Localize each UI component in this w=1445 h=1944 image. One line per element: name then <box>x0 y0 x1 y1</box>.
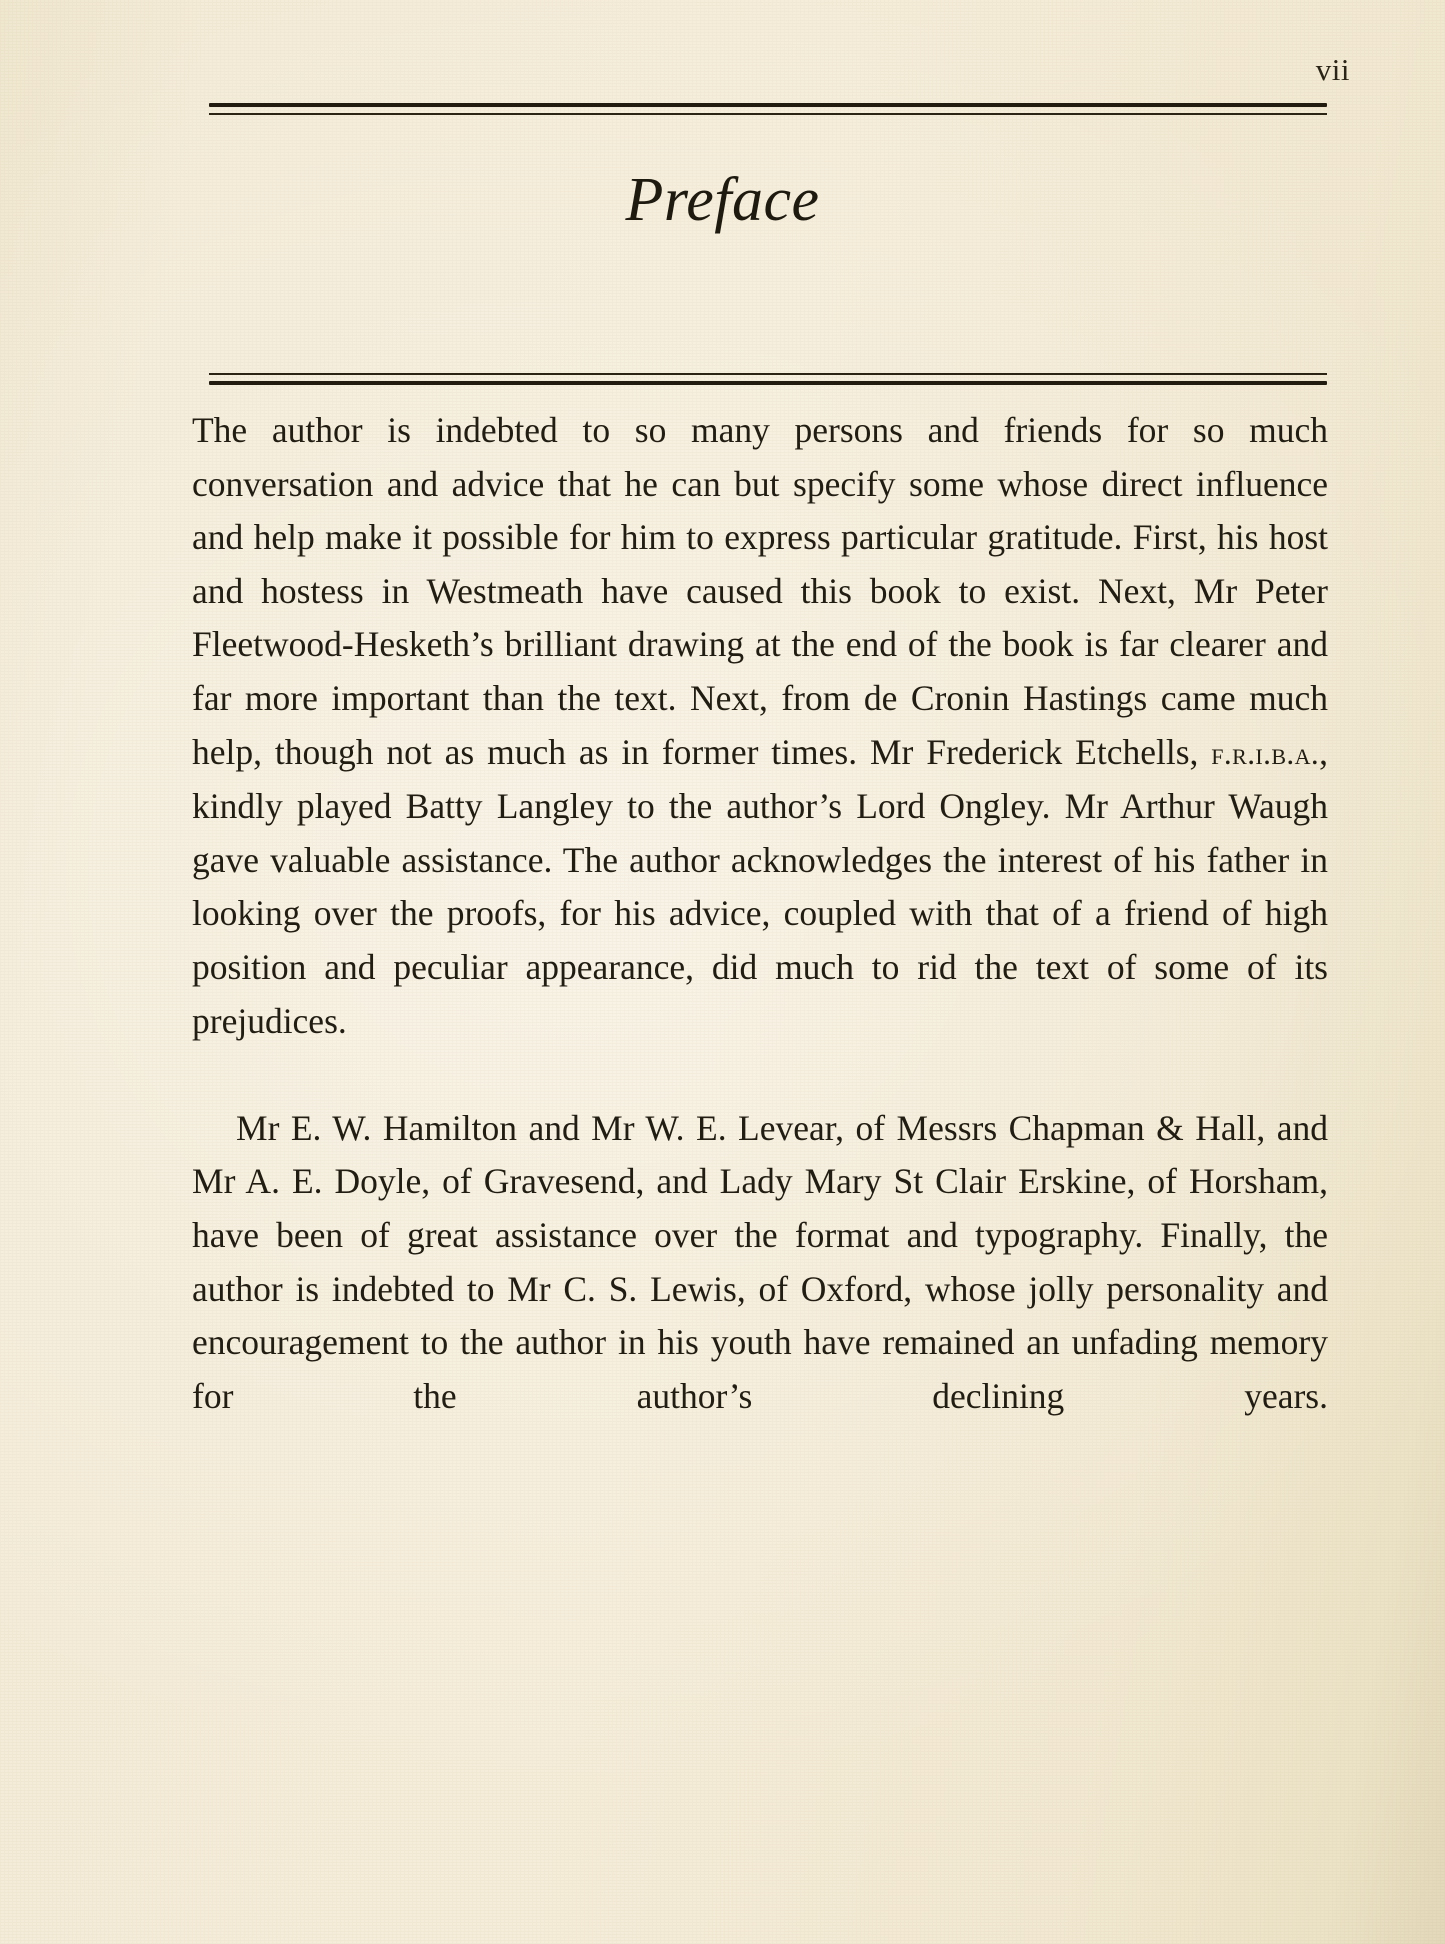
text-run: Mr E. W. Hamilton and Mr W. E. Levear, of Messrs Chapman & Hall, and Mr A. E. Doyle, of Gravesend, and Lady Mary St Clair Erskine, of Horsham, have been of great assistance over the format and typography. Finally, the author is indebted to Mr C. S. Lewis, of Oxford, whose jolly personality and encouragement to the author in his youth have remained an unfading memory for the author’s declining years. <box>192 1107 1328 1416</box>
heading-rule-above <box>209 103 1327 115</box>
heading-rule-below <box>209 373 1327 385</box>
paragraph <box>192 1102 1328 1477</box>
text-run: , kindly played Batty Langley to the author’s Lord Ongley. Mr Arthur Waugh gave valuable assistance. The author acknowledges the interest of his father in looking over the proofs, for his advice, coupled with that of a friend of high position and peculiar appearance, did much to rid the text of some of its prejudices. <box>192 731 1328 1041</box>
text-run: The author is indebted to so many persons and friends for so much conversation and advice that he can but specify some whose direct influence and help make it possible for him to express particular gratitude. First, his host and hostess in Westmeath have caused this book to exist. Next, Mr Peter Fleetwood-Hesketh’s brilliant drawing at the end of the book is far clearer and far more important than the text. Next, from de Cronin Hastings came much help, though not as much as in former times. Mr Frederick Etchells, <box>192 410 1328 772</box>
body-text-block <box>192 404 1328 1477</box>
page-title: Preface <box>625 166 820 234</box>
rule-thin-line <box>209 113 1327 115</box>
paragraph <box>192 404 1328 1102</box>
small-caps-abbreviation: f.r.i.b.a. <box>1211 735 1320 771</box>
rule-thick-line <box>209 381 1327 385</box>
page-number: vii <box>1315 52 1350 87</box>
